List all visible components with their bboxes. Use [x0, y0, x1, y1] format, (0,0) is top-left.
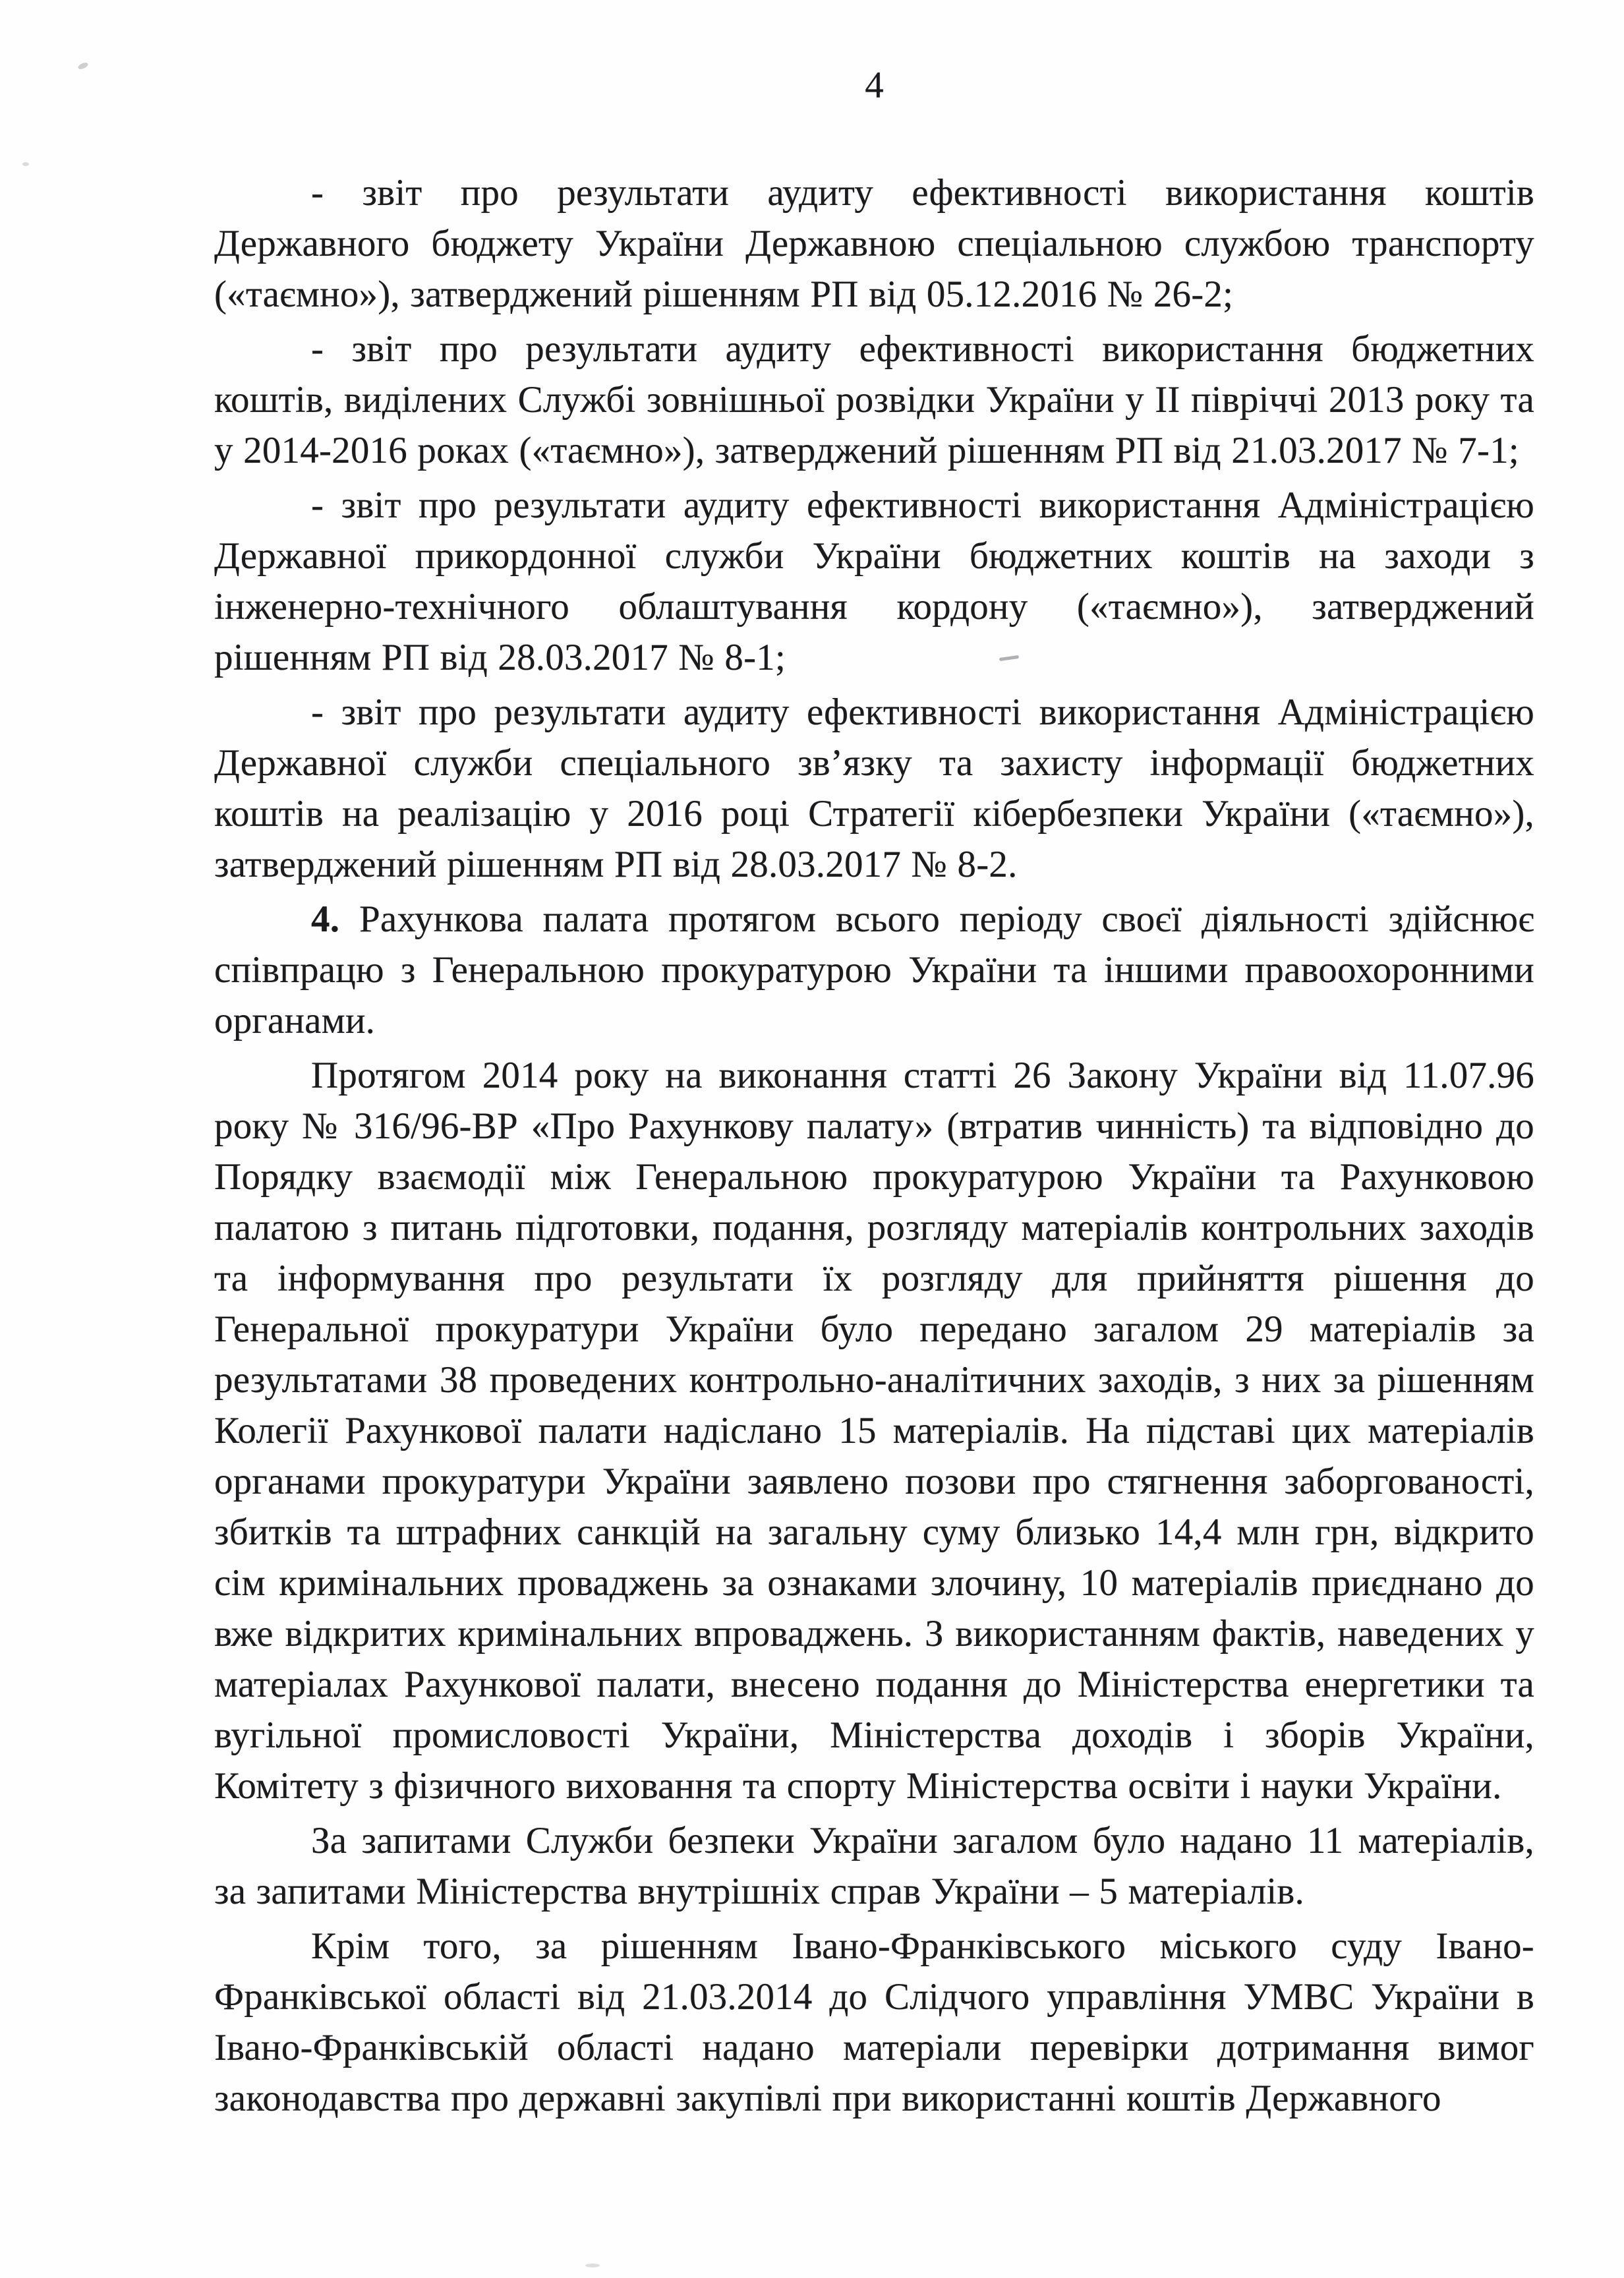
paragraph-text: - звіт про результати аудиту ефективності використання Адміністрацією Державної служби спеціального зв’язку та захисту інформації бюджетних коштів на реалізацію у 2016 році Стратегії кібербезпеки України («таємно»), затверджений рішенням РП від 28.03.2017 № 8-2. — [214, 691, 1534, 885]
paragraph-text: - звіт про результати аудиту ефективності використання коштів Державного бюджету України Державною спеціальною службою транспорту («таємно»), затверджений рішенням РП від 05.12.2016 № 26-2; — [214, 172, 1534, 315]
paragraph — [214, 687, 1534, 890]
paragraph-text: - звіт про результати аудиту ефективності використання Адміністрацією Державної прикордонної служби України бюджетних коштів на заходи з інженерно-технічного облаштування кордону («таємно»), затверджений рішенням РП від 28.03.2017 № 8-1; — [214, 484, 1534, 678]
scan-artifact — [585, 2263, 600, 2267]
paragraph-text: Протягом 2014 року на виконання статті 26 Закону України від 11.07.96 року № 316/96-ВР «Про Рахункову палату» (втратив чинність) та відповідно до Порядку взаємодії між Генеральною прокуратурою України та Рахунковою палатою з питань підготовки, подання, розгляду матеріалів контрольних заходів та інформування про результати їх розгляду для прийняття рішення до Генеральної прокуратури України було передано загалом 29 матеріалів за результатами 38 проведених контрольно-аналітичних заходів, з них за рішенням Колегії Рахункової палати надіслано 15 матеріалів. На підставі цих матеріалів органами прокуратури України заявлено позови про стягнення заборгованості, збитків та штрафних санкцій на загальну суму близько 14,4 млн грн, відкрито сім кримінальних проваджень за ознаками злочину, 10 матеріалів приєднано до вже відкритих кримінальних впроваджень. З використанням фактів, наведених у матеріалах Рахункової палати, внесено подання до Міністерства енергетики та вугільної промисловості України, Міністерства доходів і зборів України, Комітету з фізичного виховання та спорту Міністерства освіти і науки України. — [214, 1055, 1534, 1807]
paragraph-text: Крім того, за рішенням Івано-Франківського міського суду Івано-Франківської області від 21.03.2014 до Слідчого управління УМВС України в Івано-Франківській області надано матеріали перевірки дотримання вимог законодавства про державні закупівлі при використанні коштів Державного — [214, 1925, 1534, 2119]
section-number: 4. — [311, 898, 340, 940]
paragraph — [214, 480, 1534, 683]
paragraph — [214, 1050, 1534, 1811]
document-body — [214, 167, 1534, 2124]
paragraph-text: Рахункова палата протягом всього періоду своєї діяльності здійснює співпрацю з Генеральною прокуратурою України та іншими правоохоронними органами. — [214, 898, 1534, 1041]
paragraph-text: За запитами Служби безпеки України загалом було надано 11 матеріалів, за запитами Міністерства внутрішніх справ України – 5 матеріалів. — [214, 1820, 1534, 1912]
paragraph — [214, 1815, 1534, 1917]
paragraph — [214, 324, 1534, 476]
page-number: 4 — [865, 65, 884, 106]
paragraph — [214, 167, 1534, 320]
scan-artifact — [77, 61, 89, 71]
paragraph — [214, 1921, 1534, 2124]
scan-artifact — [22, 162, 29, 166]
paragraph — [214, 894, 1534, 1046]
paragraph-text: - звіт про результати аудиту ефективності використання бюджетних коштів, виділених Службі зовнішньої розвідки України у ІІ півріччі 2013 року та у 2014-2016 роках («таємно»), затверджений рішенням РП від 21.03.2017 № 7-1; — [214, 328, 1534, 471]
